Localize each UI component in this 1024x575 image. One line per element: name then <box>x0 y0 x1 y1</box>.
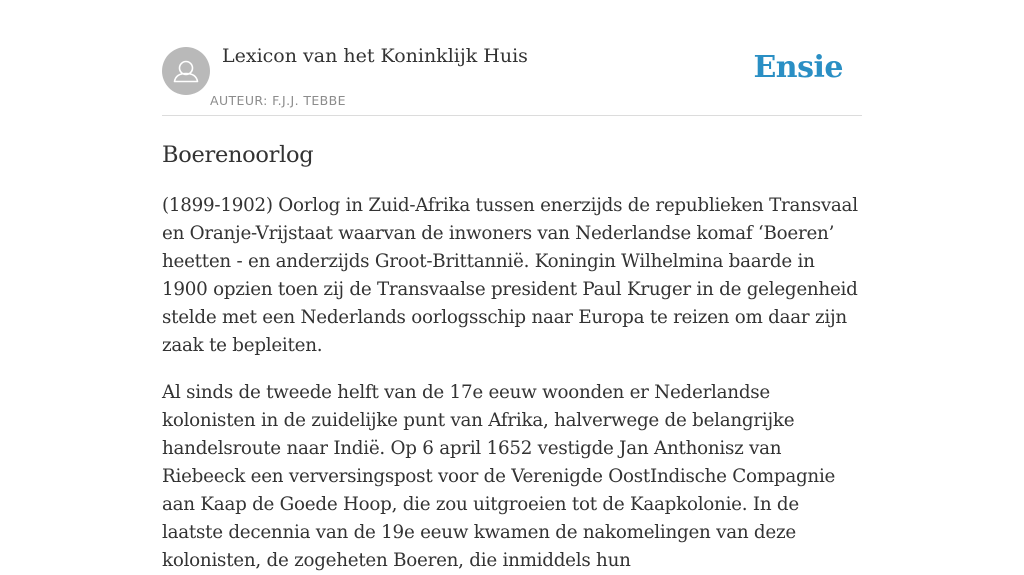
article-container <box>162 0 862 575</box>
user-icon <box>162 47 210 95</box>
source-title[interactable]: Lexicon van het Koninklijk Huis <box>222 45 528 67</box>
article-paragraph: Al sinds de tweede helft van de 17e eeuw woonden er Nederlandse kolonisten in de zuidelijke punt van Afrika, halverwege de belangrijke handelsroute naar Indië. Op 6 april 1652 vestigde Jan Anthonisz van Riebeeck een verversingspost voor de Verenigde OostIndische Compagnie aan Kaap de Goede Hoop, die zou uitgroeien tot de Kaapkolonie. In de laatste decennia van de 19e eeuw kwamen de nakomelingen van deze kolonisten, de zogeheten Boeren, die inmiddels hun <box>162 382 836 571</box>
ensie-logo[interactable]: Ensie <box>753 50 843 85</box>
article-title: Boerenoorlog <box>162 142 314 168</box>
avatar[interactable] <box>162 47 210 95</box>
article-paragraph: (1899-1902) Oorlog in Zuid-Afrika tussen enerzijds de republieken Transvaal en Oranje-Vrijstaat waarvan de inwoners van Nederlandse komaf ‘Boeren’ heetten - en anderzijds Groot-Brittannië. Koningin Wilhelmina baarde in 1900 opzien toen zij de Transvaalse president Paul Kruger in de gelegenheid stelde met een Nederlands oorlogsschip naar Europa te reizen om daar zijn zaak te bepleiten. <box>162 195 858 356</box>
article-header <box>162 0 862 116</box>
author-label: AUTEUR: F.J.J. TEBBE <box>210 93 346 108</box>
